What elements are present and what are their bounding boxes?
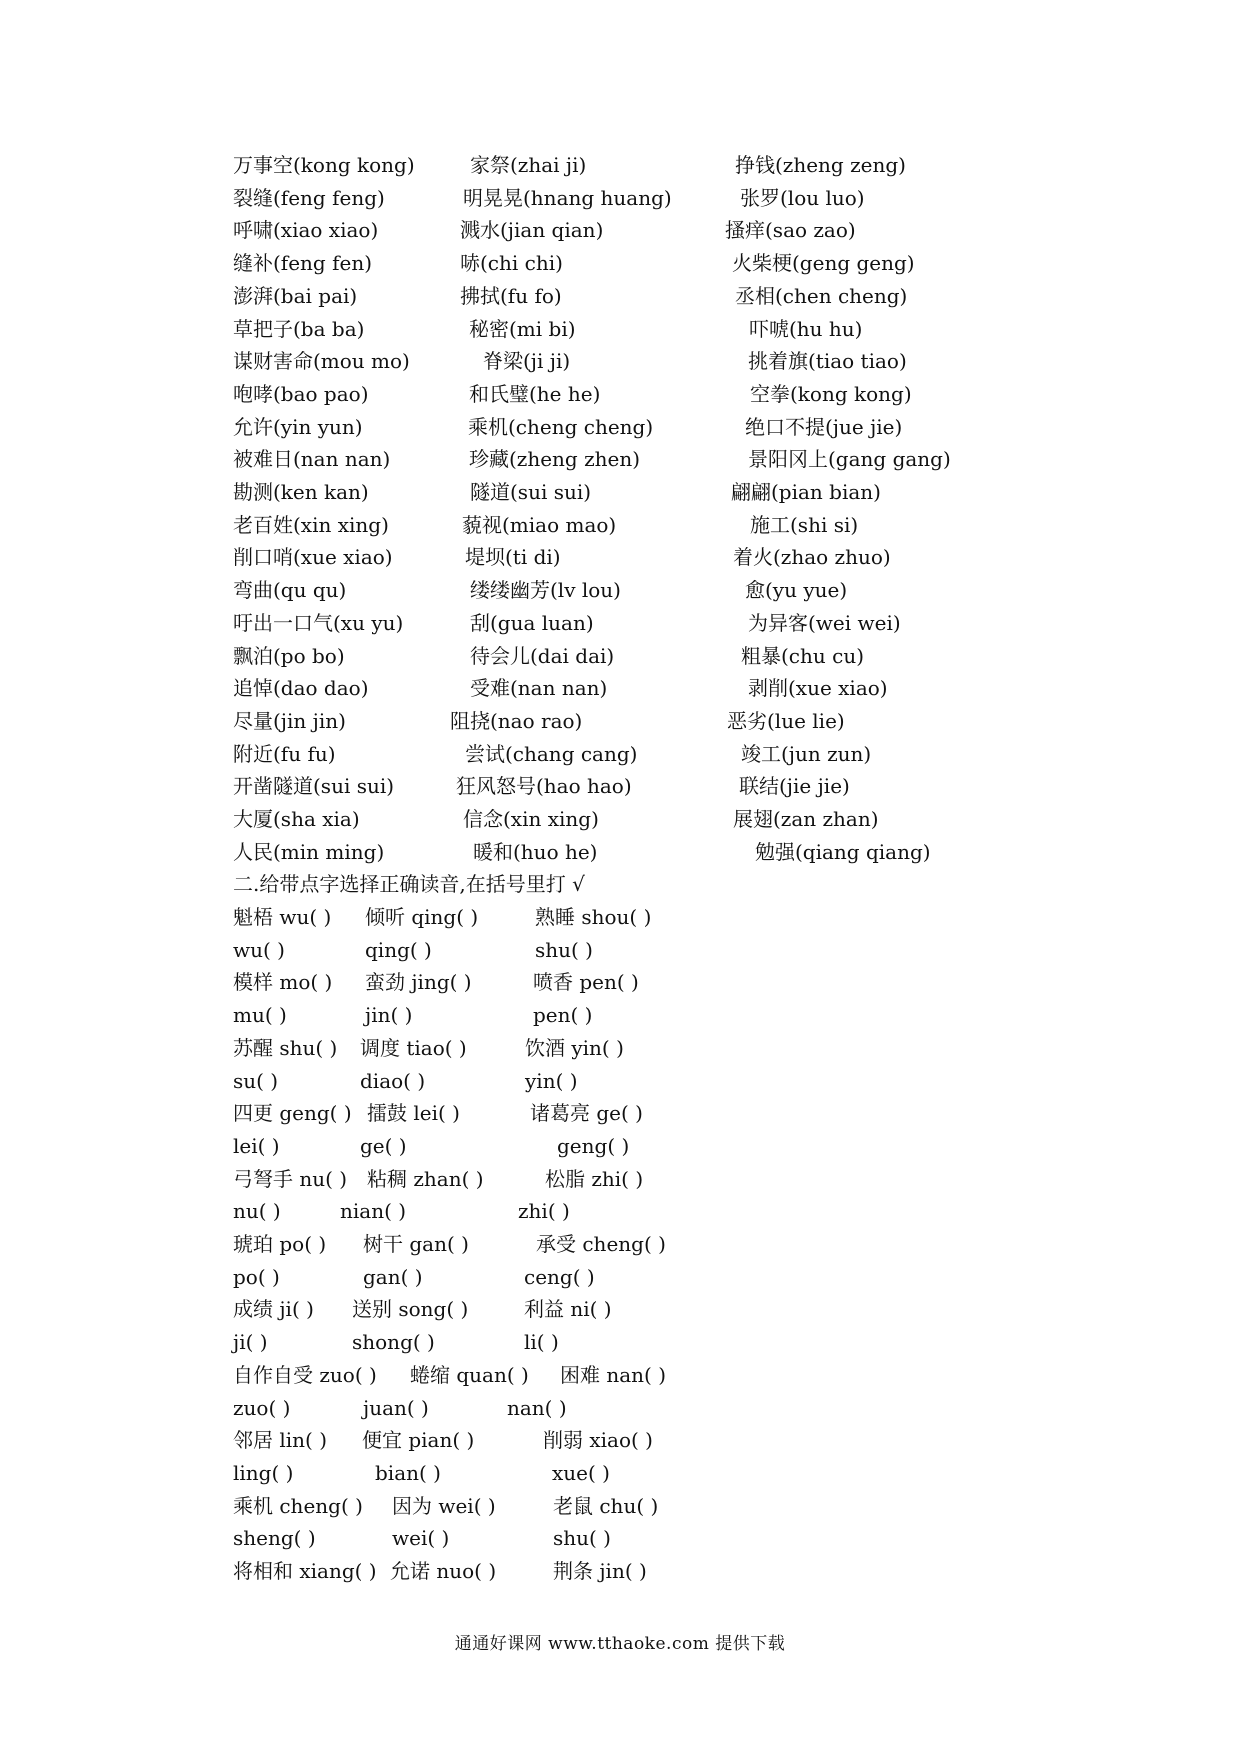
pinyin-item: 粗暴(chu cu) <box>741 644 865 668</box>
choice-item-word: 邻居 lin( ) <box>233 1428 327 1452</box>
choice-item-alt: geng( ) <box>557 1134 630 1158</box>
pinyin-item: 竣工(jun zun) <box>741 742 872 766</box>
choice-item-word: 松脂 zhi( ) <box>545 1167 644 1191</box>
choice-item-word: 将相和 xiang( ) <box>233 1559 377 1583</box>
pinyin-item: 联结(jie jie) <box>739 774 850 798</box>
pinyin-item: 施工(shi si) <box>750 513 859 537</box>
pinyin-item: 空拳(kong kong) <box>750 382 912 406</box>
pinyin-item: 脊梁(ji ji) <box>483 349 571 373</box>
pinyin-item: 老百姓(xin xing) <box>233 513 389 537</box>
pinyin-item: 待会儿(dai dai) <box>470 644 615 668</box>
choice-item-word: 允诺 nuo( ) <box>390 1559 497 1583</box>
choice-item-word: 琥珀 po( ) <box>233 1232 327 1256</box>
choice-item-alt: po( ) <box>233 1265 280 1289</box>
pinyin-item: 和氏璧(he he) <box>469 382 601 406</box>
pinyin-item: 裂缝(feng feng) <box>233 186 385 210</box>
pinyin-item: 挑着旗(tiao tiao) <box>748 349 907 373</box>
choice-item-word: 承受 cheng( ) <box>536 1232 666 1256</box>
pinyin-item: 允许(yin yun) <box>233 415 363 439</box>
choice-item-word: 诸葛亮 ge( ) <box>530 1101 643 1125</box>
choice-item-word: 困难 nan( ) <box>560 1363 667 1387</box>
pinyin-item: 溅水(jian qian) <box>460 218 604 242</box>
choice-item-word: 利益 ni( ) <box>524 1297 612 1321</box>
pinyin-item: 尝试(chang cang) <box>465 742 638 766</box>
pinyin-item: 隧道(sui sui) <box>470 480 592 504</box>
pinyin-item: 谋财害命(mou mo) <box>233 349 410 373</box>
choice-item-alt: gan( ) <box>363 1265 423 1289</box>
section-2-heading: 二.给带点字选择正确读音,在括号里打 √ <box>233 872 585 896</box>
pinyin-item: 大厦(sha xia) <box>233 807 360 831</box>
pinyin-item: 澎湃(bai pai) <box>233 284 358 308</box>
pinyin-item: 丞相(chen cheng) <box>735 284 908 308</box>
choice-item-alt: sheng( ) <box>233 1526 316 1550</box>
pinyin-item: 张罗(lou luo) <box>740 186 865 210</box>
choice-item-word: 削弱 xiao( ) <box>543 1428 653 1452</box>
choice-item-word: 荆条 jin( ) <box>553 1559 647 1583</box>
choice-item-word: 蛮劲 jing( ) <box>365 970 472 994</box>
footer-credit: 通通好课网 www.tthaoke.com 提供下载 <box>454 1634 786 1654</box>
choice-item-alt: jin( ) <box>365 1003 413 1027</box>
choice-item-alt: wei( ) <box>392 1526 450 1550</box>
choice-item-word: 苏醒 shu( ) <box>233 1036 338 1060</box>
pinyin-item: 削口哨(xue xiao) <box>233 545 393 569</box>
pinyin-item: 被难日(nan nan) <box>233 447 391 471</box>
pinyin-item: 展翅(zan zhan) <box>733 807 879 831</box>
pinyin-item: 哧(chi chi) <box>460 251 563 275</box>
choice-item-word: 送别 song( ) <box>352 1297 469 1321</box>
pinyin-item: 尽量(jin jin) <box>233 709 346 733</box>
pinyin-item: 搔痒(sao zao) <box>725 218 856 242</box>
pinyin-item: 阻挠(nao rao) <box>450 709 583 733</box>
choice-item-word: 便宜 pian( ) <box>362 1428 475 1452</box>
pinyin-item: 拂拭(fu fo) <box>460 284 562 308</box>
choice-item-word: 喷香 pen( ) <box>533 970 639 994</box>
pinyin-item: 堤坝(ti di) <box>465 545 561 569</box>
pinyin-item: 飘泊(po bo) <box>233 644 345 668</box>
choice-item-alt: ceng( ) <box>524 1265 595 1289</box>
pinyin-item: 开凿隧道(sui sui) <box>233 774 395 798</box>
choice-item-word: 自作自受 zuo( ) <box>233 1363 377 1387</box>
choice-item-alt: shu( ) <box>535 938 593 962</box>
pinyin-item: 珍藏(zheng zhen) <box>469 447 641 471</box>
pinyin-item: 追悼(dao dao) <box>233 676 369 700</box>
choice-item-alt: qing( ) <box>365 938 432 962</box>
choice-item-alt: juan( ) <box>363 1396 429 1420</box>
choice-item-alt: nu( ) <box>233 1199 281 1223</box>
choice-item-word: 蜷缩 quan( ) <box>410 1363 529 1387</box>
pinyin-item: 挣钱(zheng zeng) <box>735 153 906 177</box>
pinyin-item: 秘密(mi bi) <box>469 317 576 341</box>
pinyin-item: 缝补(feng fen) <box>233 251 373 275</box>
pinyin-item: 着火(zhao zhuo) <box>733 545 891 569</box>
pinyin-item: 景阳冈上(gang gang) <box>748 447 951 471</box>
pinyin-item: 愈(yu yue) <box>745 578 848 602</box>
pinyin-item: 信念(xin xing) <box>463 807 599 831</box>
choice-item-word: 倾听 qing( ) <box>365 905 479 929</box>
choice-item-word: 四更 geng( ) <box>233 1101 352 1125</box>
choice-item-word: 老鼠 chu( ) <box>553 1494 659 1518</box>
choice-item-alt: yin( ) <box>525 1069 578 1093</box>
choice-item-word: 弓弩手 nu( ) <box>233 1167 348 1191</box>
choice-item-alt: bian( ) <box>375 1461 441 1485</box>
choice-item-alt: nan( ) <box>507 1396 567 1420</box>
choice-item-word: 饮酒 yin( ) <box>525 1036 624 1060</box>
pinyin-item: 家祭(zhai ji) <box>470 153 587 177</box>
pinyin-item: 勉强(qiang qiang) <box>755 840 931 864</box>
pinyin-item: 人民(min ming) <box>233 840 385 864</box>
choice-item-alt: shong( ) <box>352 1330 435 1354</box>
pinyin-item: 乘机(cheng cheng) <box>468 415 654 439</box>
choice-item-word: 粘稠 zhan( ) <box>367 1167 484 1191</box>
pinyin-item: 受难(nan nan) <box>470 676 608 700</box>
choice-item-word: 树干 gan( ) <box>363 1232 469 1256</box>
choice-item-alt: ji( ) <box>233 1330 268 1354</box>
pinyin-item: 刮(gua luan) <box>470 611 594 635</box>
choice-item-word: 魁梧 wu( ) <box>233 905 332 929</box>
pinyin-item: 附近(fu fu) <box>233 742 336 766</box>
choice-item-alt: zhi( ) <box>518 1199 570 1223</box>
pinyin-item: 恶劣(lue lie) <box>727 709 845 733</box>
pinyin-item: 火柴梗(geng geng) <box>732 251 915 275</box>
choice-item-alt: diao( ) <box>360 1069 426 1093</box>
choice-item-word: 调度 tiao( ) <box>360 1036 467 1060</box>
choice-item-alt: pen( ) <box>533 1003 593 1027</box>
choice-item-alt: su( ) <box>233 1069 279 1093</box>
pinyin-item: 呼啸(xiao xiao) <box>233 218 379 242</box>
pinyin-item: 剥削(xue xiao) <box>748 676 888 700</box>
choice-item-word: 乘机 cheng( ) <box>233 1494 363 1518</box>
pinyin-item: 弯曲(qu qu) <box>233 578 347 602</box>
choice-item-word: 熟睡 shou( ) <box>535 905 652 929</box>
choice-item-alt: ling( ) <box>233 1461 294 1485</box>
pinyin-item: 狂风怒号(hao hao) <box>456 774 632 798</box>
choice-item-alt: li( ) <box>524 1330 559 1354</box>
pinyin-item: 吓唬(hu hu) <box>749 317 863 341</box>
choice-item-word: 擂鼓 lei( ) <box>367 1101 460 1125</box>
pinyin-item: 吁出一口气(xu yu) <box>233 611 404 635</box>
choice-item-alt: wu( ) <box>233 938 285 962</box>
choice-item-alt: ge( ) <box>360 1134 407 1158</box>
pinyin-item: 翩翩(pian bian) <box>731 480 881 504</box>
choice-item-alt: zuo( ) <box>233 1396 291 1420</box>
pinyin-item: 缕缕幽芳(lv lou) <box>470 578 621 602</box>
choice-item-alt: xue( ) <box>552 1461 610 1485</box>
choice-item-word: 因为 wei( ) <box>392 1494 496 1518</box>
pinyin-item: 暖和(huo he) <box>473 840 598 864</box>
choice-item-word: 成绩 ji( ) <box>233 1297 314 1321</box>
pinyin-item: 万事空(kong kong) <box>233 153 415 177</box>
pinyin-item: 藐视(miao mao) <box>462 513 617 537</box>
pinyin-item: 为异客(wei wei) <box>748 611 901 635</box>
choice-item-alt: shu( ) <box>553 1526 611 1550</box>
pinyin-item: 勘测(ken kan) <box>233 480 369 504</box>
choice-item-alt: mu( ) <box>233 1003 287 1027</box>
choice-item-alt: lei( ) <box>233 1134 280 1158</box>
pinyin-item: 草把子(ba ba) <box>233 317 365 341</box>
pinyin-item: 明晃晃(hnang huang) <box>463 186 672 210</box>
pinyin-item: 咆哮(bao pao) <box>233 382 369 406</box>
choice-item-word: 模样 mo( ) <box>233 970 333 994</box>
choice-item-alt: nian( ) <box>340 1199 407 1223</box>
pinyin-item: 绝口不提(jue jie) <box>745 415 903 439</box>
